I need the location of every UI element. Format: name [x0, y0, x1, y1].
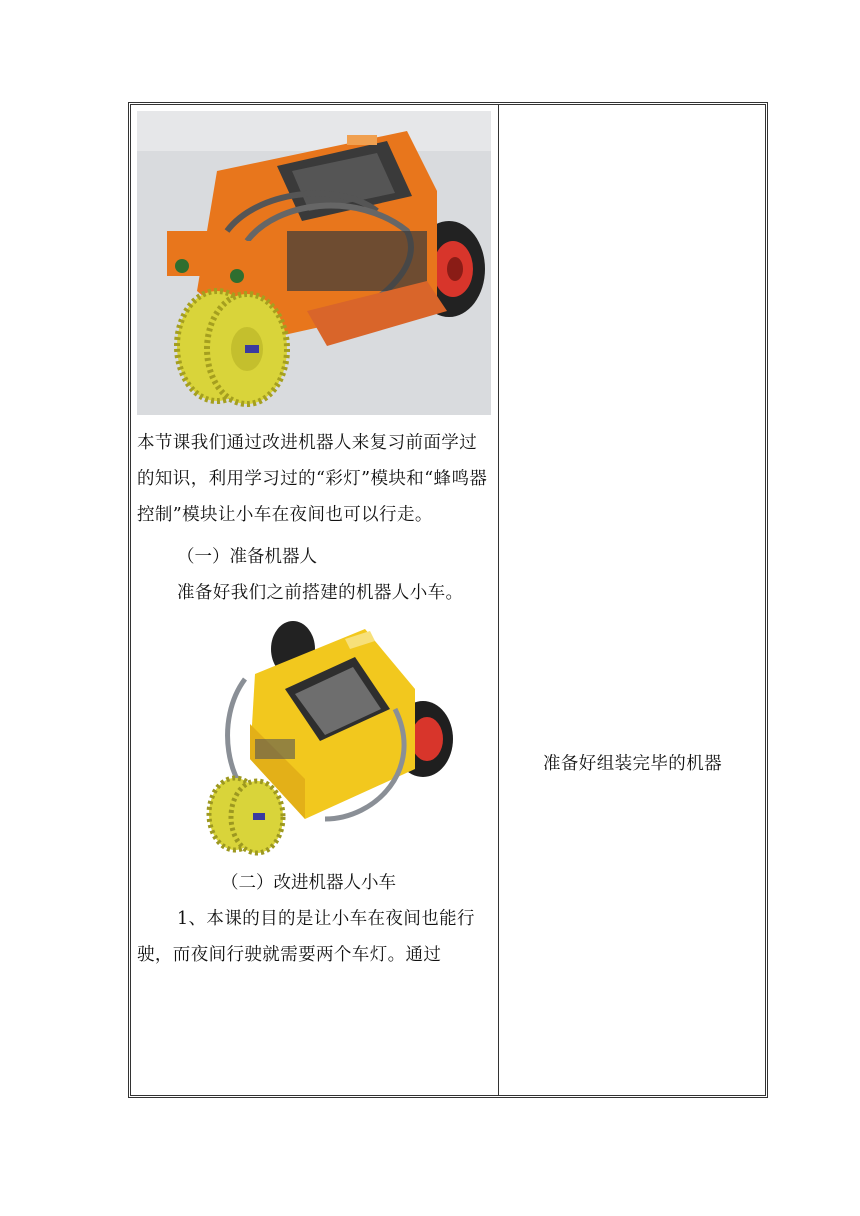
right-column	[500, 105, 765, 1095]
section-text-improve-robot: 1、本课的目的是让小车在夜间也能行驶，而夜间行驶就需要两个车灯。通过	[137, 909, 475, 965]
section-heading-improve-robot: （二）改进机器人小车	[221, 873, 396, 893]
column-divider	[498, 105, 499, 1095]
section-text-prepare-robot: 准备好我们之前搭建的机器人小车。	[177, 583, 464, 603]
left-column	[137, 111, 492, 973]
robot-car-photo	[137, 111, 491, 415]
robot-car-render	[195, 619, 459, 859]
teacher-note: 准备好组装完毕的机器	[543, 754, 722, 774]
intro-paragraph: 本节课我们通过改进机器人来复习前面学过的知识，利用学习过的“彩灯”模块和“蜂鸣器控制”模块让小车在夜间也可以行走。	[137, 433, 488, 525]
lesson-table	[128, 102, 768, 1098]
section-heading-prepare-robot: （一）准备机器人	[177, 547, 317, 567]
